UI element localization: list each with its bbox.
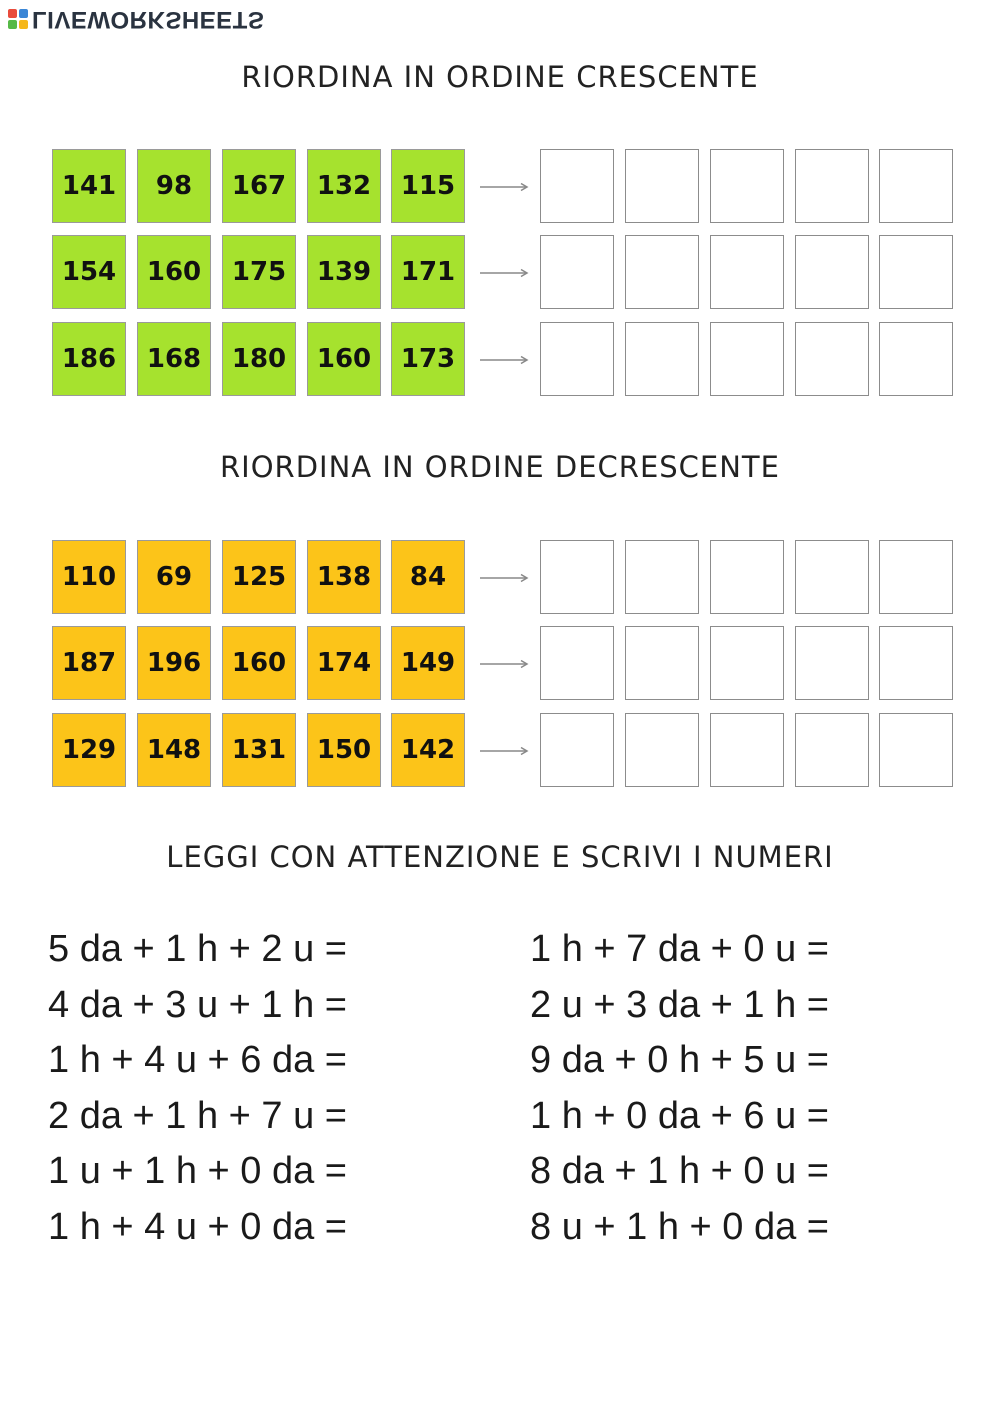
answer-box[interactable] bbox=[879, 235, 953, 309]
number-tile: 160 bbox=[307, 322, 381, 396]
number-tile: 180 bbox=[222, 322, 296, 396]
title-ascending: RIORDINA IN ORDINE CRESCENTE bbox=[241, 60, 759, 94]
expression: 2 da + 1 h + 7 u = bbox=[48, 1094, 347, 1137]
answer-box[interactable] bbox=[540, 540, 614, 614]
number-tile: 150 bbox=[307, 713, 381, 787]
number-tile: 84 bbox=[391, 540, 465, 614]
number-tile: 115 bbox=[391, 149, 465, 223]
expressions-left-column bbox=[48, 922, 347, 1256]
number-tile: 125 bbox=[222, 540, 296, 614]
number-tile: 149 bbox=[391, 626, 465, 700]
number-tile: 98 bbox=[137, 149, 211, 223]
number-tile: 139 bbox=[307, 235, 381, 309]
number-tile: 141 bbox=[52, 149, 126, 223]
answer-box[interactable] bbox=[540, 713, 614, 787]
expression: 1 h + 0 da + 6 u = bbox=[530, 1094, 829, 1137]
arrow-right-icon bbox=[480, 182, 530, 192]
answer-box[interactable] bbox=[710, 626, 784, 700]
answer-box[interactable] bbox=[710, 322, 784, 396]
answer-box[interactable] bbox=[625, 235, 699, 309]
logo-square bbox=[19, 9, 28, 18]
title-read-and-write: LEGGI CON ATTENZIONE E SCRIVI I NUMERI bbox=[166, 840, 834, 874]
number-tile: 160 bbox=[137, 235, 211, 309]
number-tile: 160 bbox=[222, 626, 296, 700]
number-tile: 186 bbox=[52, 322, 126, 396]
expression: 8 da + 1 h + 0 u = bbox=[530, 1150, 829, 1193]
expression: 5 da + 1 h + 2 u = bbox=[48, 928, 347, 970]
number-row bbox=[52, 540, 957, 616]
expression: 1 h + 7 da + 0 u = bbox=[530, 928, 829, 970]
answer-box[interactable] bbox=[710, 235, 784, 309]
arrow-right-icon bbox=[480, 268, 530, 278]
answer-box[interactable] bbox=[795, 540, 869, 614]
number-tile: 196 bbox=[137, 626, 211, 700]
answer-box[interactable] bbox=[795, 626, 869, 700]
number-tile: 129 bbox=[52, 713, 126, 787]
answer-box[interactable] bbox=[625, 626, 699, 700]
title-descending: RIORDINA IN ORDINE DECRESCENTE bbox=[220, 450, 780, 484]
number-tile: 138 bbox=[307, 540, 381, 614]
logo-squares-icon bbox=[8, 9, 28, 29]
answer-box[interactable] bbox=[625, 322, 699, 396]
arrow-right-icon bbox=[480, 659, 530, 669]
answer-box[interactable] bbox=[879, 149, 953, 223]
answer-box[interactable] bbox=[879, 540, 953, 614]
number-tile: 154 bbox=[52, 235, 126, 309]
number-tile: 110 bbox=[52, 540, 126, 614]
answer-box[interactable] bbox=[710, 149, 784, 223]
answer-box[interactable] bbox=[879, 626, 953, 700]
number-row bbox=[52, 149, 957, 225]
answer-box[interactable] bbox=[540, 626, 614, 700]
number-row bbox=[52, 322, 957, 398]
logo-square bbox=[19, 20, 28, 29]
answer-box[interactable] bbox=[795, 713, 869, 787]
answer-box[interactable] bbox=[879, 713, 953, 787]
number-row bbox=[52, 713, 957, 789]
expression: 8 u + 1 h + 0 da = bbox=[530, 1205, 829, 1248]
answer-box[interactable] bbox=[540, 149, 614, 223]
arrow-right-icon bbox=[480, 573, 530, 583]
answer-box[interactable] bbox=[540, 322, 614, 396]
answer-box[interactable] bbox=[795, 322, 869, 396]
logo-square bbox=[8, 20, 17, 29]
number-tile: 167 bbox=[222, 149, 296, 223]
number-tile: 148 bbox=[137, 713, 211, 787]
expression: 2 u + 3 da + 1 h = bbox=[530, 983, 829, 1026]
number-tile: 131 bbox=[222, 713, 296, 787]
answer-box[interactable] bbox=[625, 149, 699, 223]
expression: 9 da + 0 h + 5 u = bbox=[530, 1039, 829, 1082]
number-tile: 171 bbox=[391, 235, 465, 309]
answer-box[interactable] bbox=[710, 540, 784, 614]
arrow-right-icon bbox=[480, 355, 530, 365]
liveworksheets-logo bbox=[8, 4, 264, 34]
arrow-right-icon bbox=[480, 746, 530, 756]
number-tile: 132 bbox=[307, 149, 381, 223]
number-tile: 173 bbox=[391, 322, 465, 396]
number-tile: 175 bbox=[222, 235, 296, 309]
number-tile: 187 bbox=[52, 626, 126, 700]
expression: 1 h + 4 u + 0 da = bbox=[48, 1205, 347, 1248]
answer-box[interactable] bbox=[710, 713, 784, 787]
answer-box[interactable] bbox=[795, 149, 869, 223]
answer-box[interactable] bbox=[795, 235, 869, 309]
answer-box[interactable] bbox=[540, 235, 614, 309]
expression: 4 da + 3 u + 1 h = bbox=[48, 983, 347, 1026]
number-tile: 174 bbox=[307, 626, 381, 700]
number-tile: 168 bbox=[137, 322, 211, 396]
number-row bbox=[52, 626, 957, 702]
expressions-right-column bbox=[530, 922, 829, 1256]
answer-box[interactable] bbox=[625, 540, 699, 614]
answer-box[interactable] bbox=[879, 322, 953, 396]
number-tile: 142 bbox=[391, 713, 465, 787]
answer-box[interactable] bbox=[625, 713, 699, 787]
expression: 1 u + 1 h + 0 da = bbox=[48, 1150, 347, 1193]
expression: 1 h + 4 u + 6 da = bbox=[48, 1039, 347, 1082]
logo-square bbox=[8, 9, 17, 18]
logo-text: LIVEWORKSHEETS bbox=[32, 6, 265, 33]
number-tile: 69 bbox=[137, 540, 211, 614]
number-row bbox=[52, 235, 957, 311]
